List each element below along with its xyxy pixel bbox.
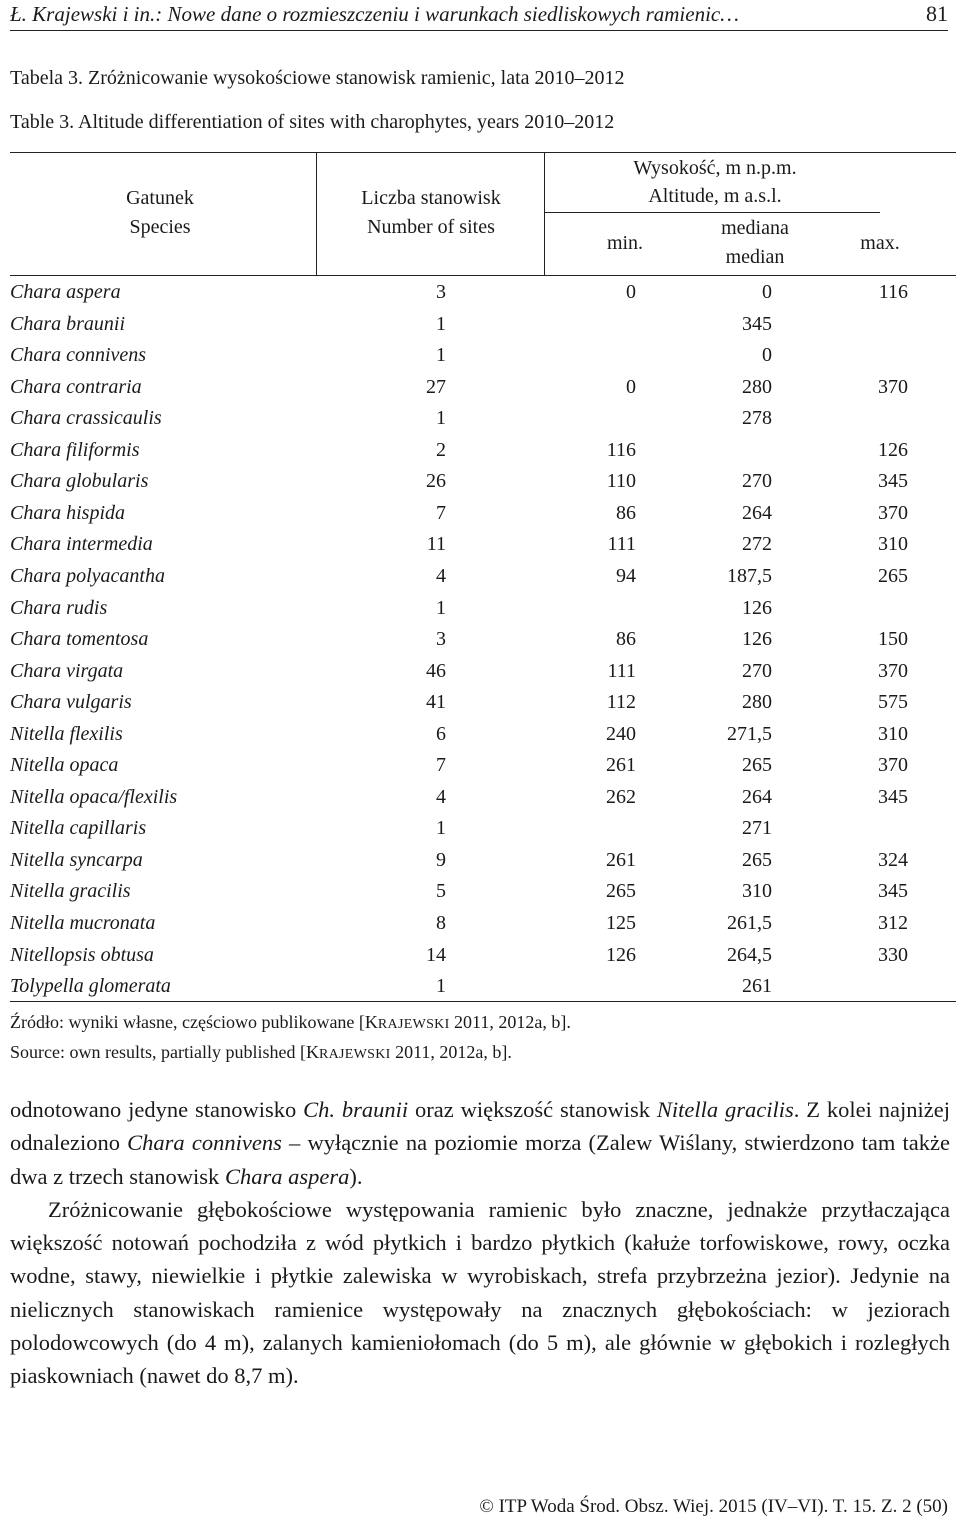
median-cell: 187,5 bbox=[727, 564, 772, 587]
max-cell: 345 bbox=[878, 470, 908, 493]
table-row bbox=[0, 371, 960, 403]
p1-text-3: . Z kolei najniżej odnaleziono bbox=[10, 1097, 950, 1156]
header-species-pl: Gatunek bbox=[126, 187, 194, 209]
min-cell: 116 bbox=[606, 438, 636, 461]
max-cell: 150 bbox=[878, 628, 908, 651]
max-cell: 310 bbox=[878, 722, 908, 745]
max-cell: 330 bbox=[878, 943, 908, 966]
table-row bbox=[0, 528, 960, 560]
header-altitude-en: Altitude, m a.s.l. bbox=[648, 185, 782, 207]
sites-cell: 8 bbox=[436, 912, 446, 934]
species-cell: Nitella opaca bbox=[10, 754, 119, 777]
table-row bbox=[0, 718, 960, 750]
table-row bbox=[0, 907, 960, 939]
p1-text-4: – wyłącznie na poziomie morza (Zalew Wiślany, stwierdzono tam także dwa z trzech stanowisk bbox=[10, 1130, 950, 1189]
sites-cell: 26 bbox=[426, 470, 446, 493]
species-cell: Chara hispida bbox=[10, 501, 126, 524]
median-cell: 264 bbox=[742, 785, 772, 808]
species-cell: Chara tomentosa bbox=[10, 628, 149, 651]
sites-cell: 4 bbox=[436, 785, 446, 808]
table-row bbox=[0, 655, 960, 687]
median-cell: 126 bbox=[742, 628, 772, 651]
max-cell: 116 bbox=[878, 281, 908, 303]
sites-cell: 3 bbox=[436, 281, 446, 303]
paragraph-1 bbox=[10, 1093, 950, 1193]
sites-cell: 1 bbox=[436, 596, 446, 619]
species-cell: Chara braunii bbox=[10, 312, 126, 335]
species-cell: Chara filiformis bbox=[10, 438, 140, 461]
median-cell: 280 bbox=[742, 691, 772, 714]
table-row bbox=[0, 434, 960, 466]
p1-text-1: odnotowano jedyne stanowisko bbox=[10, 1097, 304, 1122]
max-cell: 345 bbox=[878, 880, 908, 903]
table-row bbox=[0, 465, 960, 497]
p1-species-2: Nitella gracilis bbox=[656, 1097, 794, 1122]
min-cell: 261 bbox=[606, 754, 636, 777]
median-cell: 271,5 bbox=[727, 722, 772, 745]
median-cell: 0 bbox=[762, 344, 772, 367]
species-cell: Chara rudis bbox=[10, 596, 108, 619]
source-pl-author: RAJEWSKI bbox=[377, 1017, 450, 1032]
median-cell: 264 bbox=[742, 501, 772, 524]
median-cell: 271 bbox=[742, 817, 772, 840]
min-cell: 261 bbox=[606, 848, 636, 871]
median-cell: 265 bbox=[742, 848, 772, 871]
min-cell: 262 bbox=[606, 785, 636, 808]
median-cell: 280 bbox=[742, 375, 772, 398]
min-cell: 86 bbox=[616, 628, 636, 651]
table-row bbox=[0, 749, 960, 781]
sites-cell: 7 bbox=[436, 501, 446, 524]
max-cell: 370 bbox=[878, 659, 908, 682]
header-sites-en: Number of sites bbox=[367, 216, 495, 238]
sites-cell: 5 bbox=[436, 880, 446, 903]
sites-cell: 6 bbox=[436, 722, 446, 745]
median-cell: 261 bbox=[742, 975, 772, 998]
species-cell: Nitella capillaris bbox=[10, 817, 147, 840]
table-row bbox=[0, 686, 960, 718]
table-row bbox=[0, 560, 960, 592]
table-row bbox=[0, 939, 960, 971]
table-row bbox=[0, 812, 960, 844]
table-row bbox=[0, 402, 960, 434]
species-cell: Nitella opaca/flexilis bbox=[10, 785, 178, 808]
median-cell: 265 bbox=[742, 754, 772, 777]
max-cell: 126 bbox=[878, 438, 908, 461]
p1-species-4: Chara aspera bbox=[224, 1163, 350, 1189]
table-bottom-rule bbox=[10, 1001, 956, 1002]
species-cell: Chara contraria bbox=[10, 375, 142, 398]
min-cell: 0 bbox=[626, 281, 636, 303]
source-pl-prefix: Źródło: wyniki własne, częściowo publikowane [K bbox=[10, 1012, 378, 1032]
max-cell: 265 bbox=[878, 564, 908, 587]
max-cell: 370 bbox=[878, 754, 908, 777]
min-cell: 265 bbox=[606, 880, 636, 903]
header-sites-pl: Liczba stanowisk bbox=[361, 187, 501, 209]
species-cell: Chara polyacantha bbox=[10, 564, 165, 587]
table-row bbox=[0, 339, 960, 371]
species-cell: Chara crassicaulis bbox=[10, 407, 162, 430]
header-species-en: Species bbox=[129, 216, 191, 238]
min-cell: 86 bbox=[616, 501, 636, 524]
altitude-subheader-rule bbox=[545, 212, 880, 213]
species-cell: Nitella mucronata bbox=[10, 912, 156, 934]
body-text bbox=[10, 1093, 950, 1393]
min-cell: 94 bbox=[616, 564, 636, 587]
max-cell: 575 bbox=[878, 691, 908, 714]
header-max: max. bbox=[860, 232, 900, 254]
source-pl-suffix: 2011, 2012a, b]. bbox=[449, 1012, 571, 1032]
species-cell: Chara connivens bbox=[10, 344, 147, 367]
sites-cell: 1 bbox=[436, 817, 446, 840]
running-head-title: Ł. Krajewski i in.: Nowe dane o rozmieszczeniu i warunkach siedliskowych ramienic… bbox=[10, 2, 739, 26]
header-median-pl: mediana bbox=[721, 217, 789, 239]
min-cell: 111 bbox=[607, 659, 636, 682]
table-row bbox=[0, 875, 960, 907]
species-cell: Tolypella glomerata bbox=[10, 975, 171, 998]
median-cell: 278 bbox=[742, 407, 772, 430]
species-cell: Chara vulgaris bbox=[10, 691, 132, 714]
median-cell: 270 bbox=[742, 659, 772, 682]
species-cell: Chara aspera bbox=[10, 281, 121, 303]
table-row bbox=[0, 623, 960, 655]
max-cell: 345 bbox=[878, 785, 908, 808]
sites-cell: 27 bbox=[426, 375, 446, 398]
footer-copyright: © ITP Woda Środ. Obsz. Wiej. 2015 (IV–VI). T. 15. Z. 2 (50) bbox=[479, 1496, 948, 1517]
median-cell: 126 bbox=[742, 596, 772, 619]
p1-text-2: oraz większość stanowisk bbox=[408, 1097, 657, 1122]
header-divider-2 bbox=[544, 153, 545, 275]
species-cell: Nitella flexilis bbox=[10, 722, 123, 745]
min-cell: 110 bbox=[606, 470, 636, 493]
table-caption-en: Table 3. Altitude differentiation of sites with charophytes, years 2010–2012 bbox=[10, 111, 615, 133]
sites-cell: 2 bbox=[436, 438, 446, 461]
source-en-author: RAJEWSKI bbox=[318, 1047, 391, 1062]
sites-cell: 3 bbox=[436, 628, 446, 651]
table-caption-pl: Tabela 3. Zróżnicowanie wysokościowe stanowisk ramienic, lata 2010–2012 bbox=[10, 67, 625, 89]
table-row bbox=[0, 844, 960, 876]
median-cell: 345 bbox=[742, 312, 772, 335]
median-cell: 310 bbox=[742, 880, 772, 903]
source-en-prefix: Source: own results, partially published [K bbox=[10, 1042, 319, 1062]
sites-cell: 1 bbox=[436, 407, 446, 430]
table-row bbox=[0, 276, 960, 308]
header-altitude-pl: Wysokość, m n.p.m. bbox=[633, 157, 797, 179]
min-cell: 111 bbox=[607, 533, 636, 556]
page-number: 81 bbox=[926, 1, 948, 26]
sites-cell: 4 bbox=[436, 564, 446, 587]
source-note-pl bbox=[10, 1010, 571, 1037]
table-row bbox=[0, 970, 960, 1002]
median-cell: 264,5 bbox=[727, 943, 772, 966]
header-min: min. bbox=[606, 232, 644, 254]
species-cell: Chara intermedia bbox=[10, 533, 153, 556]
table-top-rule bbox=[10, 152, 956, 153]
table-row bbox=[0, 781, 960, 813]
min-cell: 112 bbox=[606, 691, 636, 714]
sites-cell: 1 bbox=[436, 975, 446, 998]
sites-cell: 9 bbox=[436, 848, 446, 871]
p1-species-1: Ch. braunii bbox=[303, 1097, 409, 1122]
sites-cell: 46 bbox=[426, 659, 446, 682]
max-cell: 370 bbox=[878, 375, 908, 398]
p1-species-3: Chara connivens bbox=[127, 1130, 282, 1156]
max-cell: 310 bbox=[878, 533, 908, 556]
min-cell: 0 bbox=[626, 375, 636, 398]
sites-cell: 1 bbox=[436, 312, 446, 335]
table-row bbox=[0, 497, 960, 529]
header-median-en: median bbox=[725, 246, 785, 268]
sites-cell: 11 bbox=[426, 533, 446, 556]
species-cell: Nitella gracilis bbox=[10, 880, 131, 903]
min-cell: 125 bbox=[606, 912, 636, 934]
median-cell: 272 bbox=[742, 533, 772, 556]
source-en-suffix: 2011, 2012a, b]. bbox=[390, 1042, 512, 1062]
source-note-en bbox=[10, 1040, 512, 1067]
table-row bbox=[0, 308, 960, 340]
max-cell: 370 bbox=[878, 501, 908, 524]
species-cell: Chara globularis bbox=[10, 470, 149, 493]
min-cell: 126 bbox=[606, 943, 636, 966]
max-cell: 324 bbox=[878, 848, 908, 871]
median-cell: 270 bbox=[742, 470, 772, 493]
median-cell: 261,5 bbox=[727, 912, 772, 934]
min-cell: 240 bbox=[606, 722, 636, 745]
header-divider-1 bbox=[316, 153, 317, 275]
sites-cell: 14 bbox=[426, 943, 446, 966]
max-cell: 312 bbox=[878, 912, 908, 934]
species-cell: Nitella syncarpa bbox=[10, 848, 143, 871]
p1-text-5: ). bbox=[349, 1163, 363, 1189]
sites-cell: 41 bbox=[426, 691, 446, 714]
table-row bbox=[0, 592, 960, 624]
paragraph-2: Zróżnicowanie głębokościowe występowania ramienic było znaczne, jednakże przytłaczająca większość notowań pochodziła z wód płytkich i bardzo płytkich (kałuże torfowiskowe, rowy, oczka wodne, stawy, niewielkie i płytkie zalewiska w wyrobiskach, strefa przybrzeżna jezior). Jedynie na nielicznych stanowiskach ramienice występowały na znacznych głębokościach: w jeziorach polodowcowych (do 4 m), zalanych kamieniołomach (do 5 m), ale głównie w głębokich i rozległych piaskowniach (nawet do 8,7 m). bbox=[10, 1196, 950, 1389]
species-cell: Nitellopsis obtusa bbox=[10, 943, 154, 966]
sites-cell: 1 bbox=[436, 344, 446, 367]
sites-cell: 7 bbox=[436, 754, 446, 777]
species-cell: Chara virgata bbox=[10, 659, 124, 682]
running-head bbox=[10, 0, 948, 31]
median-cell: 0 bbox=[762, 281, 772, 303]
